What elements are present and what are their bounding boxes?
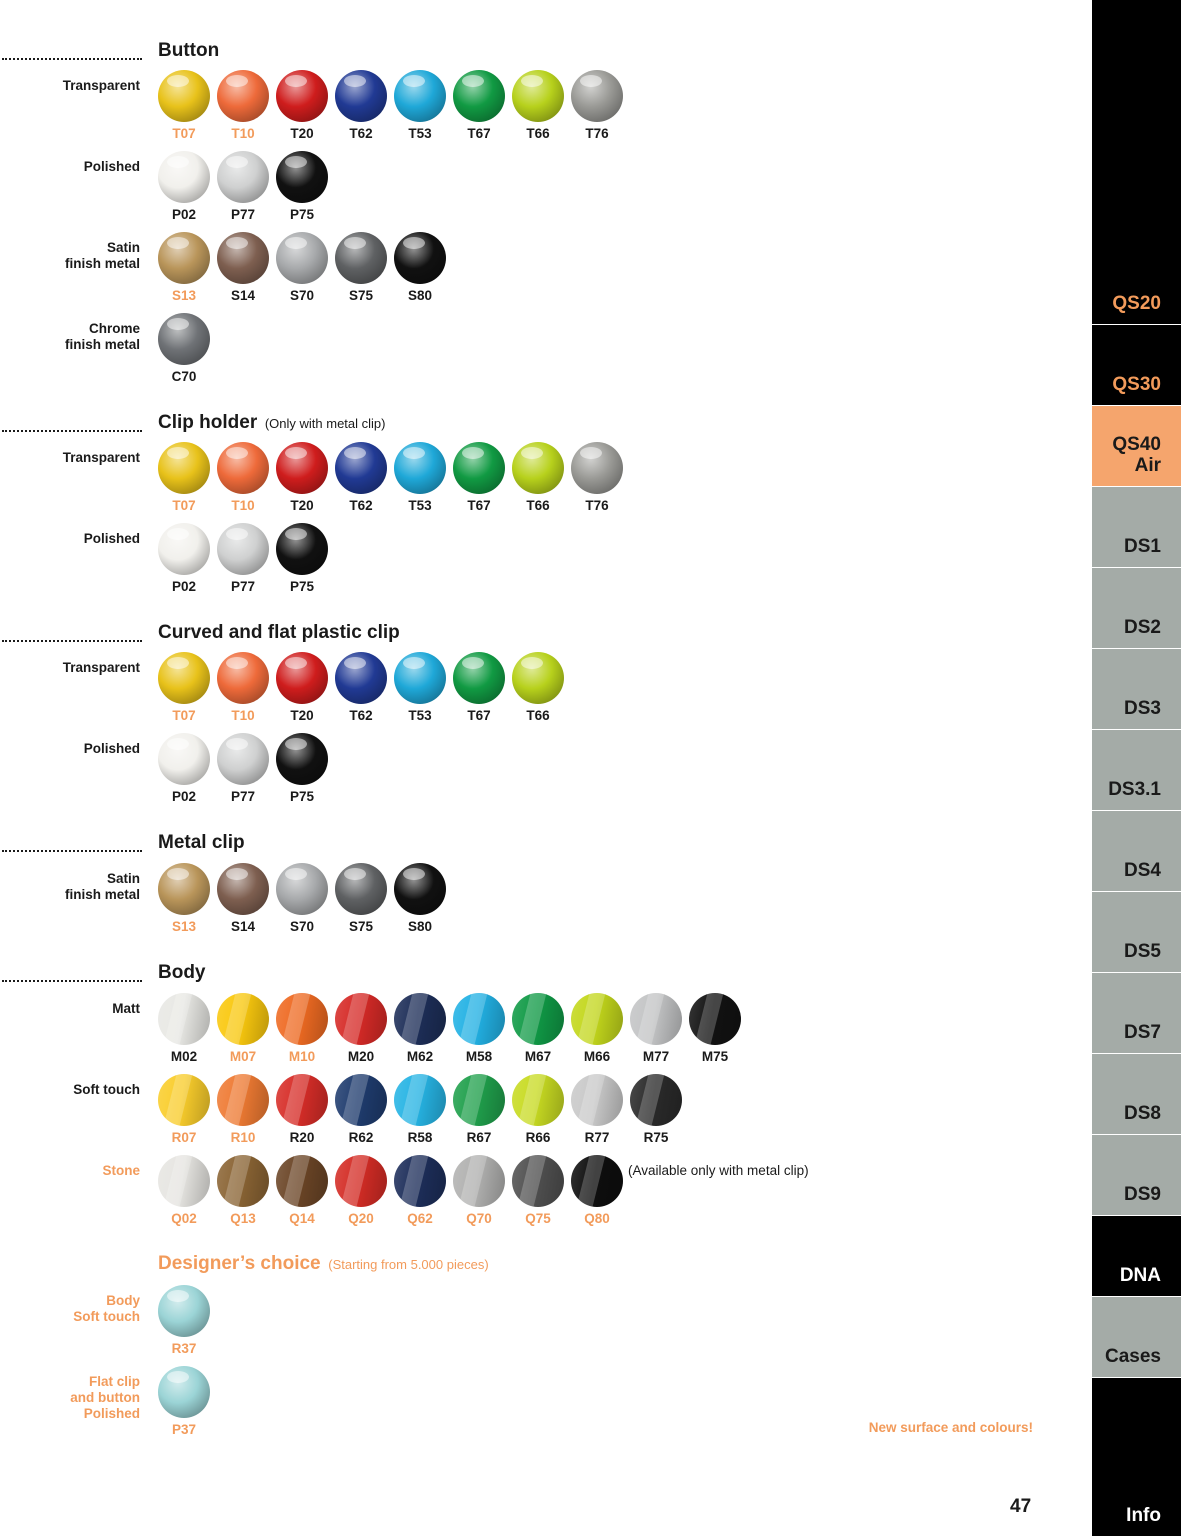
- swatch-code: T20: [290, 126, 314, 141]
- color-swatch-m77: [630, 993, 682, 1064]
- color-swatch-m62: [394, 993, 446, 1064]
- swatch-code: S14: [230, 288, 256, 303]
- color-swatch-q02: [158, 1155, 210, 1226]
- color-swatch-r10: [217, 1074, 269, 1145]
- swatch-ball: [217, 151, 269, 203]
- color-swatch-p37: [158, 1366, 210, 1437]
- color-swatch-m58: [453, 993, 505, 1064]
- swatch-ball: [394, 70, 446, 122]
- swatch-code: T62: [349, 126, 373, 141]
- dotted-rule: [2, 850, 142, 852]
- swatch-code: R66: [525, 1130, 551, 1145]
- tab-ds1[interactable]: DS1: [1092, 486, 1181, 567]
- swatch-code: S70: [289, 288, 315, 303]
- tab-ds3[interactable]: DS3: [1092, 648, 1181, 729]
- tab-ds9[interactable]: DS9: [1092, 1134, 1181, 1215]
- color-swatch-m20: [335, 993, 387, 1064]
- color-swatch-r77: [571, 1074, 623, 1145]
- swatch-ball: [276, 1074, 328, 1126]
- swatch-code: M67: [524, 1049, 552, 1064]
- color-swatch-q62: [394, 1155, 446, 1226]
- swatch-ball: [276, 1155, 328, 1207]
- swatch-ball: [276, 523, 328, 575]
- color-swatch-r75: [630, 1074, 682, 1145]
- swatch-ball: [158, 1074, 210, 1126]
- swatch-ball: [453, 993, 505, 1045]
- swatch-ball: [335, 652, 387, 704]
- color-swatch-t20: [276, 70, 328, 141]
- tab-qs40-air[interactable]: QS40 Air: [1092, 405, 1181, 486]
- color-swatch-m67: [512, 993, 564, 1064]
- row-label: Chrome finish metal: [64, 321, 140, 352]
- color-swatch-p77: [217, 151, 269, 222]
- swatch-ball: [512, 1155, 564, 1207]
- color-swatch-p02: [158, 151, 210, 222]
- swatch-code: T10: [231, 498, 255, 513]
- swatch-code: P02: [171, 207, 197, 222]
- color-swatch-t67: [453, 652, 505, 723]
- swatch-code: M20: [347, 1049, 375, 1064]
- swatch-code: C70: [171, 369, 197, 384]
- swatch-code: Q20: [348, 1211, 374, 1226]
- swatch-ball: [571, 442, 623, 494]
- row-label: Transparent: [62, 78, 140, 93]
- swatch-ball: [158, 993, 210, 1045]
- row-label: Polished: [83, 531, 140, 546]
- swatch-code: R77: [584, 1130, 610, 1145]
- swatch-code: T10: [231, 708, 255, 723]
- swatch-code: T62: [349, 498, 373, 513]
- section-title: [158, 622, 400, 644]
- swatch-code: T66: [526, 498, 550, 513]
- swatch-ball: [512, 652, 564, 704]
- tab-ds7[interactable]: DS7: [1092, 972, 1181, 1053]
- swatch-ball: [394, 232, 446, 284]
- swatch-ball: [394, 1074, 446, 1126]
- tab-dna[interactable]: DNA: [1092, 1215, 1181, 1296]
- swatch-ball: [453, 70, 505, 122]
- row-side-note: (Available only with metal clip): [628, 1163, 809, 1178]
- section-title: [158, 1253, 489, 1275]
- swatch-code: T20: [290, 708, 314, 723]
- color-swatch-s75: [335, 863, 387, 934]
- section-title-text: Button: [158, 40, 220, 61]
- tab-info[interactable]: Info: [1092, 1377, 1181, 1536]
- tab-ds4[interactable]: DS4: [1092, 810, 1181, 891]
- color-swatch-q20: [335, 1155, 387, 1226]
- swatch-code: Q14: [289, 1211, 315, 1226]
- swatch-code: M75: [701, 1049, 729, 1064]
- swatch-code: Q02: [171, 1211, 197, 1226]
- section-title-text: Designer’s choice: [158, 1253, 321, 1274]
- swatch-code: Q80: [584, 1211, 610, 1226]
- swatch-ball: [276, 442, 328, 494]
- swatch-code: R75: [643, 1130, 669, 1145]
- swatch-ball: [335, 1074, 387, 1126]
- swatch-ball: [394, 993, 446, 1045]
- swatch-ball: [217, 442, 269, 494]
- color-swatch-t53: [394, 442, 446, 513]
- swatch-code: S80: [407, 919, 433, 934]
- tab-qs20[interactable]: QS20: [1092, 0, 1181, 324]
- swatch-ball: [158, 442, 210, 494]
- swatch-code: T67: [467, 708, 491, 723]
- swatch-ball: [158, 70, 210, 122]
- color-swatch-s75: [335, 232, 387, 303]
- swatch-ball: [276, 70, 328, 122]
- row-label: Transparent: [62, 660, 140, 675]
- swatch-code: M02: [170, 1049, 198, 1064]
- swatch-ball: [335, 442, 387, 494]
- color-swatch-t10: [217, 442, 269, 513]
- swatch-code: Q13: [230, 1211, 256, 1226]
- swatch-code: R37: [171, 1341, 197, 1356]
- swatch-code: T07: [172, 498, 196, 513]
- swatch-code: R67: [466, 1130, 492, 1145]
- section-tabs-sidebar: [1092, 0, 1181, 1536]
- swatch-code: T66: [526, 708, 550, 723]
- swatch-ball: [689, 993, 741, 1045]
- color-swatch-s13: [158, 232, 210, 303]
- color-swatch-s70: [276, 232, 328, 303]
- swatch-code: T20: [290, 498, 314, 513]
- swatch-ball: [453, 1155, 505, 1207]
- swatch-ball: [571, 70, 623, 122]
- swatch-ball: [276, 733, 328, 785]
- swatch-code: T53: [408, 126, 432, 141]
- color-swatch-m02: [158, 993, 210, 1064]
- swatch-code: P77: [230, 207, 256, 222]
- color-swatch-t67: [453, 442, 505, 513]
- color-swatch-p02: [158, 733, 210, 804]
- color-swatch-t66: [512, 442, 564, 513]
- swatch-code: T66: [526, 126, 550, 141]
- swatch-code: T10: [231, 126, 255, 141]
- swatch-code: S80: [407, 288, 433, 303]
- swatch-ball: [217, 70, 269, 122]
- swatch-code: M77: [642, 1049, 670, 1064]
- swatch-code: R07: [171, 1130, 197, 1145]
- swatch-ball: [512, 442, 564, 494]
- swatch-code: P75: [289, 789, 315, 804]
- swatch-code: M66: [583, 1049, 611, 1064]
- swatch-code: S14: [230, 919, 256, 934]
- color-swatch-t62: [335, 442, 387, 513]
- swatch-code: P75: [289, 207, 315, 222]
- section-title-text: Clip holder: [158, 412, 258, 433]
- section-note: (Starting from 5.000 pieces): [324, 1257, 489, 1272]
- swatch-code: S70: [289, 919, 315, 934]
- color-swatch-q75: [512, 1155, 564, 1226]
- swatch-code: Q70: [466, 1211, 492, 1226]
- color-swatch-r58: [394, 1074, 446, 1145]
- row-label: Soft touch: [73, 1082, 140, 1097]
- color-swatch-t20: [276, 442, 328, 513]
- page-number: 47: [1010, 1496, 1032, 1517]
- color-swatch-t66: [512, 70, 564, 141]
- swatch-ball: [630, 993, 682, 1045]
- color-swatch-q80: [571, 1155, 623, 1226]
- swatch-code: P02: [171, 789, 197, 804]
- swatch-code: P02: [171, 579, 197, 594]
- color-swatch-t62: [335, 652, 387, 723]
- swatch-ball: [394, 652, 446, 704]
- color-swatch-m07: [217, 993, 269, 1064]
- swatch-ball: [276, 232, 328, 284]
- swatch-code: R62: [348, 1130, 374, 1145]
- swatch-ball: [335, 1155, 387, 1207]
- swatch-code: T67: [467, 498, 491, 513]
- row-label: Polished: [83, 741, 140, 756]
- swatch-ball: [158, 1285, 210, 1337]
- swatch-ball: [217, 1074, 269, 1126]
- swatch-ball: [158, 151, 210, 203]
- swatch-ball: [630, 1074, 682, 1126]
- swatch-ball: [217, 652, 269, 704]
- swatch-code: T62: [349, 708, 373, 723]
- color-swatch-r07: [158, 1074, 210, 1145]
- color-swatch-m66: [571, 993, 623, 1064]
- swatch-ball: [394, 1155, 446, 1207]
- color-swatch-s14: [217, 232, 269, 303]
- swatch-ball: [158, 523, 210, 575]
- swatch-ball: [158, 313, 210, 365]
- swatch-code: T76: [585, 498, 609, 513]
- swatch-code: S13: [171, 919, 197, 934]
- section-title-text: Body: [158, 962, 206, 983]
- tab-ds2[interactable]: DS2: [1092, 567, 1181, 648]
- color-swatch-s70: [276, 863, 328, 934]
- dotted-rule: [2, 430, 142, 432]
- color-swatch-p75: [276, 151, 328, 222]
- color-swatch-p75: [276, 523, 328, 594]
- swatch-code: T53: [408, 708, 432, 723]
- swatch-ball: [335, 70, 387, 122]
- color-swatch-t53: [394, 652, 446, 723]
- section-title-text: Curved and flat plastic clip: [158, 622, 400, 643]
- swatch-code: P77: [230, 579, 256, 594]
- swatch-ball: [571, 1155, 623, 1207]
- color-swatch-s80: [394, 232, 446, 303]
- section-title: [158, 412, 385, 434]
- swatch-code: S75: [348, 288, 374, 303]
- color-swatch-r20: [276, 1074, 328, 1145]
- row-label: Body Soft touch: [73, 1293, 140, 1324]
- swatch-ball: [217, 1155, 269, 1207]
- section-title-text: Metal clip: [158, 832, 245, 853]
- color-swatch-t76: [571, 442, 623, 513]
- swatch-code: M10: [288, 1049, 316, 1064]
- color-swatch-t62: [335, 70, 387, 141]
- swatch-code: P75: [289, 579, 315, 594]
- color-swatch-t76: [571, 70, 623, 141]
- swatch-code: S13: [171, 288, 197, 303]
- swatch-ball: [276, 993, 328, 1045]
- color-swatch-r67: [453, 1074, 505, 1145]
- swatch-ball: [276, 151, 328, 203]
- color-swatch-p02: [158, 523, 210, 594]
- swatch-ball: [217, 232, 269, 284]
- tab-qs30[interactable]: QS30: [1092, 324, 1181, 405]
- color-swatch-r37: [158, 1285, 210, 1356]
- swatch-code: S75: [348, 919, 374, 934]
- tab-ds5[interactable]: DS5: [1092, 891, 1181, 972]
- swatch-code: M58: [465, 1049, 493, 1064]
- swatch-ball: [217, 733, 269, 785]
- color-swatch-t07: [158, 70, 210, 141]
- swatch-ball: [335, 232, 387, 284]
- color-swatch-t10: [217, 652, 269, 723]
- swatch-code: R58: [407, 1130, 433, 1145]
- color-swatch-s14: [217, 863, 269, 934]
- swatch-ball: [512, 1074, 564, 1126]
- swatch-ball: [335, 993, 387, 1045]
- swatch-code: M62: [406, 1049, 434, 1064]
- swatch-code: T67: [467, 126, 491, 141]
- row-label: Satin finish metal: [64, 240, 140, 271]
- swatch-ball: [217, 523, 269, 575]
- swatch-ball: [394, 442, 446, 494]
- swatch-code: M07: [229, 1049, 257, 1064]
- swatch-ball: [158, 863, 210, 915]
- color-swatch-q14: [276, 1155, 328, 1226]
- color-swatch-m10: [276, 993, 328, 1064]
- swatch-code: R10: [230, 1130, 256, 1145]
- color-swatch-t20: [276, 652, 328, 723]
- swatch-code: Q62: [407, 1211, 433, 1226]
- swatch-ball: [276, 652, 328, 704]
- dotted-rule: [2, 640, 142, 642]
- color-swatch-t07: [158, 442, 210, 513]
- color-swatch-t66: [512, 652, 564, 723]
- color-swatch-p77: [217, 733, 269, 804]
- color-swatch-s13: [158, 863, 210, 934]
- swatch-ball: [335, 863, 387, 915]
- color-swatch-q13: [217, 1155, 269, 1226]
- section-title: [158, 832, 245, 854]
- row-label: Polished: [83, 159, 140, 174]
- swatch-ball: [276, 863, 328, 915]
- color-swatch-p75: [276, 733, 328, 804]
- swatch-ball: [571, 993, 623, 1045]
- color-swatch-t10: [217, 70, 269, 141]
- swatch-ball: [217, 993, 269, 1045]
- row-label: Transparent: [62, 450, 140, 465]
- swatch-ball: [158, 232, 210, 284]
- section-title: [158, 40, 219, 62]
- color-swatch-t53: [394, 70, 446, 141]
- swatch-code: T53: [408, 498, 432, 513]
- tab-cases[interactable]: Cases: [1092, 1296, 1181, 1377]
- section-note: (Only with metal clip): [261, 416, 386, 431]
- swatch-ball: [158, 733, 210, 785]
- swatch-ball: [453, 652, 505, 704]
- color-swatch-t07: [158, 652, 210, 723]
- swatch-ball: [512, 993, 564, 1045]
- new-colours-note: New surface and colours!: [868, 1420, 1033, 1435]
- color-swatch-p77: [217, 523, 269, 594]
- dotted-rule: [2, 58, 142, 60]
- tab-ds3-1[interactable]: DS3.1: [1092, 729, 1181, 810]
- swatch-code: T07: [172, 126, 196, 141]
- swatch-code: Q75: [525, 1211, 551, 1226]
- swatch-code: P77: [230, 789, 256, 804]
- color-swatch-t67: [453, 70, 505, 141]
- swatch-code: P37: [171, 1422, 197, 1437]
- swatch-ball: [453, 442, 505, 494]
- color-swatch-c70: [158, 313, 210, 384]
- row-label: Flat clip and button Polished: [70, 1374, 140, 1421]
- swatch-code: R20: [289, 1130, 315, 1145]
- color-swatch-s80: [394, 863, 446, 934]
- color-swatch-q70: [453, 1155, 505, 1226]
- swatch-code: T76: [585, 126, 609, 141]
- swatch-ball: [158, 1155, 210, 1207]
- section-title: [158, 962, 206, 984]
- color-swatch-r62: [335, 1074, 387, 1145]
- color-swatch-m75: [689, 993, 741, 1064]
- swatch-ball: [158, 652, 210, 704]
- row-label: Stone: [102, 1163, 140, 1178]
- swatch-ball: [512, 70, 564, 122]
- swatch-ball: [158, 1366, 210, 1418]
- swatch-ball: [571, 1074, 623, 1126]
- dotted-rule: [2, 980, 142, 982]
- swatch-code: T07: [172, 708, 196, 723]
- tab-ds8[interactable]: DS8: [1092, 1053, 1181, 1134]
- swatch-ball: [394, 863, 446, 915]
- swatch-ball: [453, 1074, 505, 1126]
- color-swatch-r66: [512, 1074, 564, 1145]
- row-label: Matt: [112, 1001, 140, 1016]
- swatch-ball: [217, 863, 269, 915]
- row-label: Satin finish metal: [64, 871, 140, 902]
